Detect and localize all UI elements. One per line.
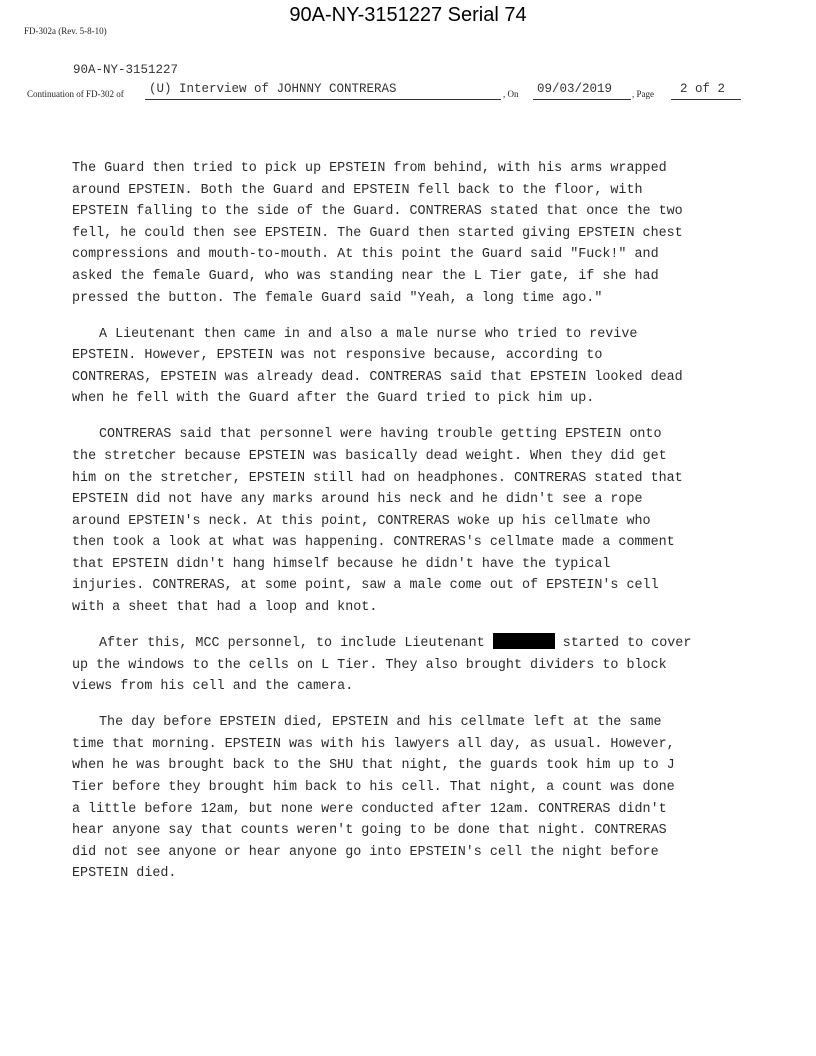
file-number: 90A-NY-3151227 xyxy=(73,63,179,77)
paragraph-3-text: CONTRERAS said that personnel were having trouble getting EPSTEIN onto the stretcher because EPSTEIN was basically dead weight. When they did get him on the stretcher, EPSTEIN still had on headphones. CONTRERAS stated that EPSTEIN did not have any marks around his neck and he didn't see a rope around EPSTEIN's neck. At this point, CONTRERAS woke up his cellmate who then took a look at what was happening. CONTRERAS's cellmate made a comment that EPSTEIN didn't hang himself because he didn't have the typical injuries. CONTRERAS, at some point, saw a male come out of EPSTEIN's cell with a sheet that had a loop and knot. xyxy=(72,427,683,616)
page-underline xyxy=(671,99,741,100)
paragraph-2-text: A Lieutenant then came in and also a male nurse who tried to revive EPSTEIN. However, EPSTEIN was not responsive because, according to CONTRERAS, EPSTEIN was already dead. CONTRERAS said that EPSTEIN looked dead when he fell with the Guard after the Guard tried to pick him up. xyxy=(72,326,683,407)
paragraph-2 xyxy=(72,324,752,410)
interview-subject: (U) Interview of JOHNNY CONTRERAS xyxy=(149,82,397,96)
subject-underline xyxy=(145,99,501,100)
page-number: 2 of 2 xyxy=(680,82,726,96)
continuation-line xyxy=(27,82,747,104)
paragraph-3 xyxy=(72,424,752,618)
paragraph-4 xyxy=(72,633,752,698)
form-id: FD-302a (Rev. 5-8-10) xyxy=(24,26,107,36)
interview-body xyxy=(72,158,752,899)
paragraph-4-text-start: After this, MCC personnel, to include Lieutenant xyxy=(99,636,493,652)
on-label: , On xyxy=(503,89,519,99)
paragraph-5-text: The day before EPSTEIN died, EPSTEIN and his cellmate left at the same time that morning. EPSTEIN was with his lawyers all day, as usual. However, when he was brought back to the SHU that night, the guards took him up to J Tier before they brought him back to his cell. That night, a count was done a little before 12am, but none were conducted after 12am. CONTRERAS didn't hear anyone say that counts weren't going to be done that night. CONTRERAS did not see anyone or hear anyone go into EPSTEIN's cell the night before EPSTEIN died. xyxy=(72,715,675,882)
paragraph-1: The Guard then tried to pick up EPSTEIN from behind, with his arms wrapped around EPSTEIN. Both the Guard and EPSTEIN fell back to the floor, with EPSTEIN falling to the side of the Guard. CONTRERAS stated that once the two fell, he could then see EPSTEIN. The Guard then started giving EPSTEIN chest compressions and mouth-to-mouth. At this point the Guard said "Fuck!" and asked the female Guard, who was standing near the L Tier gate, if she had pressed the button. The female Guard said "Yeah, a long time ago." xyxy=(72,161,683,306)
document-serial-header: 90A-NY-3151227 Serial 74 xyxy=(289,4,527,26)
date-underline xyxy=(533,99,631,100)
interview-date: 09/03/2019 xyxy=(537,82,613,96)
redaction-block xyxy=(493,633,555,649)
paragraph-5 xyxy=(72,712,752,885)
page-label: , Page xyxy=(632,89,654,99)
paragraph-4-text-end: started to cover up the windows to the cells on L Tier. They also brought dividers to block views from his cell and the camera. xyxy=(72,636,692,695)
continuation-label: Continuation of FD-302 of xyxy=(27,89,124,99)
